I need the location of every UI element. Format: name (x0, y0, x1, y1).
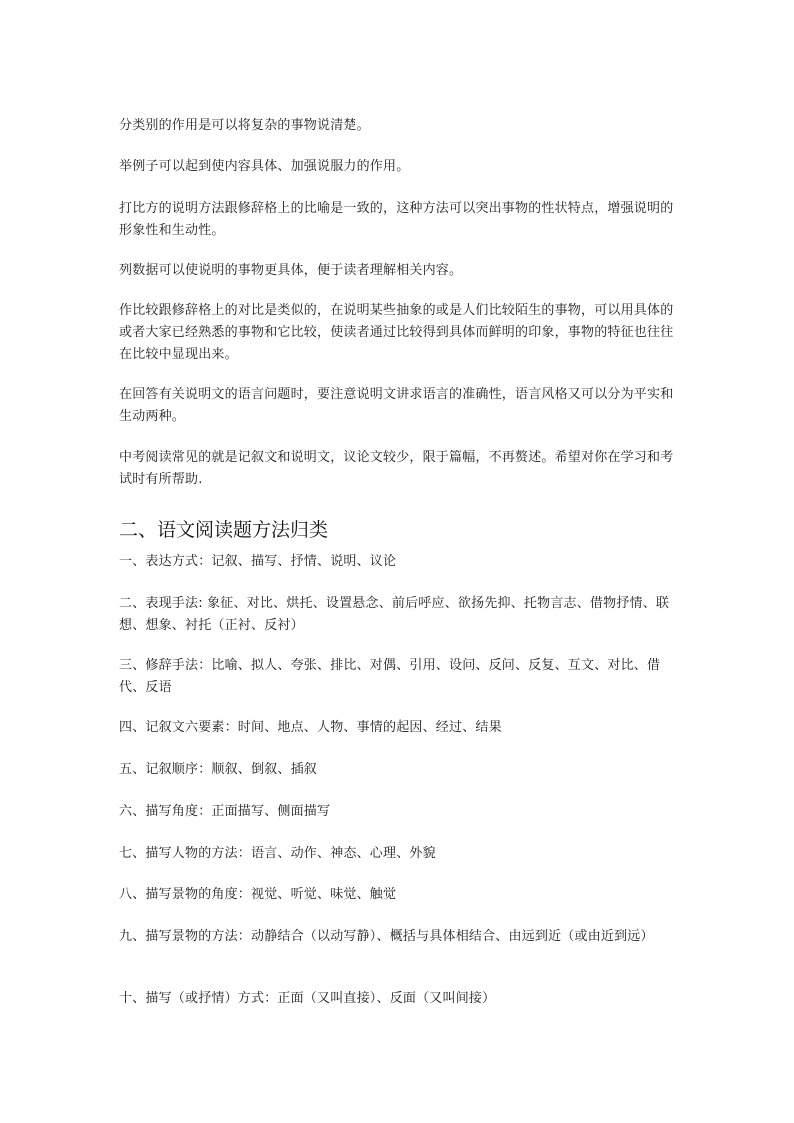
paragraph-analogy: 打比方的说明方法跟修辞格上的比喻是一致的，这种方法可以突出事物的性状特点，增强说明的形象性和生动性。 (119, 201, 674, 238)
paragraph-data: 列数据可以使说明的事物更具体，便于读者理解相关内容。 (119, 263, 463, 278)
list-item: 五、记叙顺序：顺叙、倒叙、插叙 (119, 762, 318, 777)
paragraph-summary: 中考阅读常见的就是记叙文和说明文，议论文较少，限于篇幅，不再赘述。希望对你在学习和考试时有所帮助. (119, 450, 674, 487)
document-page (119, 0, 679, 1123)
list-item: 九、描写景物的方法：动静结合（以动写静）、概括与具体相结合、由远到近（或由近到远） (119, 929, 654, 944)
list-item: 三、修辞手法：比喻、拟人、夸张、排比、对偶、引用、设问、反问、反复、互文、对比、借代、反语 (119, 658, 661, 695)
paragraph-classification: 分类别的作用是可以将复杂的事物说清楚。 (119, 118, 370, 133)
paragraph-comparison: 作比较跟修辞格上的对比是类似的，在说明某些抽象的或是人们比较陌生的事物，可以用具体的或者大家已经熟悉的事物和它比较，使读者通过比较得到具体而鲜明的印象，事物的特征也往往在比较中显现出来。 (119, 303, 674, 362)
list-item: 十、描写（或抒情）方式：正面（又叫直接）、反面（又叫间接） (119, 991, 496, 1006)
section-heading: 二、语文阅读题方法归类 (119, 519, 329, 541)
paragraph-examples: 举例子可以起到使内容具体、加强说服力的作用。 (119, 159, 410, 174)
list-item: 四、记叙文六要素：时间、地点、人物、事情的起因、经过、结果 (119, 720, 502, 735)
list-item: 八、描写景物的角度：视觉、听觉、味觉、触觉 (119, 887, 397, 902)
list-item: 七、描写人物的方法：语言、动作、神态、心理、外貌 (119, 846, 436, 861)
list-item: 二、表现手法: 象征、对比、烘托、设置悬念、前后呼应、欲扬先抑、托物言志、借物抒情、联想、想象、衬托（正衬、反衬） (119, 596, 670, 633)
list-item: 一、表达方式：记叙、描写、抒情、说明、议论 (119, 554, 397, 569)
list-item: 六、描写角度：正面描写、侧面描写 (119, 804, 331, 819)
paragraph-language: 在回答有关说明文的语言问题时，要注意说明文讲求语言的准确性，语言风格又可以分为平实和生动两种。 (119, 387, 674, 424)
